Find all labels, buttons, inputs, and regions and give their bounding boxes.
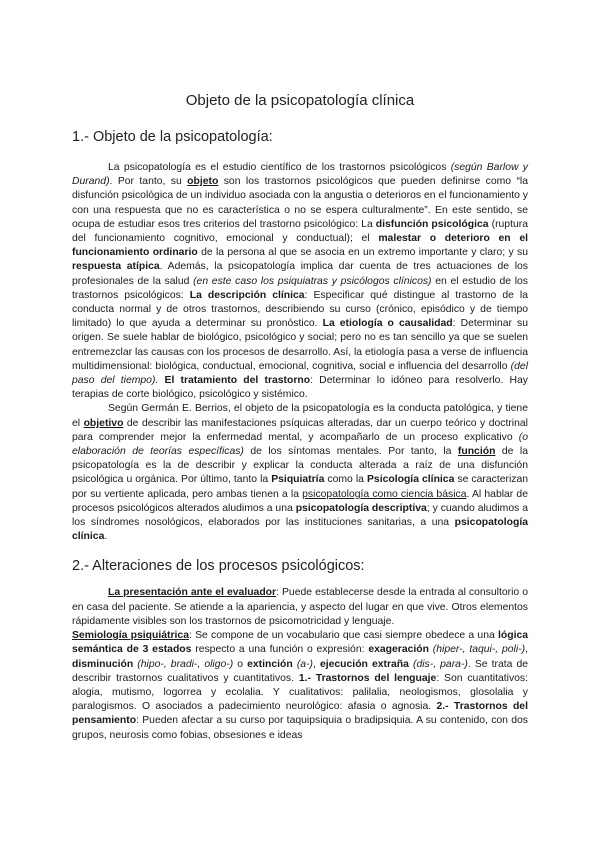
bold-term: La descripción clínica [189,289,305,301]
section-heading-2: 2.- Alteraciones de los procesos psicológicos: [72,558,365,575]
bold-term: disminución [72,658,134,670]
italic-text: (hiper-, taqui-, poli-) [432,644,526,656]
italic-text: (según Barlow y Durand) [72,162,528,188]
paragraph: La presentación ante el evaluador: Puede establecerse desde la entrada al consultorio o en casa del paciente. Se atiende a la apariencia, y aspecto del lugar en que vive. Otros elementos rápidamente visibles son los trastornos de psicomotricidad y lenguaje. [72,587,528,627]
paragraph: La psicopatología es el estudio científico de los trastornos psicológicos (según Barlow y Durand). Por tanto, su objeto son los trastornos psicológicos que pueden definirse como “la disfunción psicológica de un individuo asociada con la angustia o deterioros en el funcionamiento y con una respuesta que no es característica o no se espera culturalmente”. En este sentido, se ocupa de estudiar esos tres criterios del trastorno psicológico: La disfunción psicológica (ruptura del funcionamiento cognitivo, emocional y conductual); el malestar o deterioro en el funcionamiento ordinario de la persona al que se asocia en un extremo importante y claro; y su respuesta atípica. Además, la psicopatología implica dar cuenta de tres actuaciones de los profesionales de la salud (en este caso los psiquiatras y psicólogos clínicos) en el estudio de los trastornos psicológicos: La descripción clínica: Especificar qué distingue al trastorno de la conducta normal y de otros trastornos, describiendo su curso (crónico, episódico y de tiempo limitado) lo que ayuda a determinar su pronóstico. La etiología o causalidad: Determinar su origen. Se suele hablar de biológico, psicológico y social; pero no es tan sencillo ya que se suelen entremezclar las causas con los procesos de desarrollo. Así, la etiología pasa a verse de influencia multidimensional: biológica, conductual, emocional, cognitiva, social e influencia del desarrollo (del paso del tiempo). El tratamiento del trastorno: Determinar lo idóneo para resolverlo. Hay terapias de corte biológico, psicológico y sistémico. [72,162,529,401]
bold-term: ejecución extraña [319,658,409,670]
italic-text: (hipo-, bradi-, oligo-) [137,658,234,670]
italic-text: (dis-, para-) [413,658,468,670]
bold-term: exageración [368,644,429,656]
underlined-term: función [457,446,496,458]
underlined-term: objetivo [83,417,124,429]
bold-term: 1.- Trastornos del lenguaje [298,672,437,684]
bold-term: psicopatología descriptiva [295,502,427,514]
bold-term: 2.- Trastornos del pensamiento [72,701,528,727]
bold-term: malestar o deterioro en el funcionamiento ordinario [72,233,528,259]
bold-term: La etiología o causalidad [322,318,453,330]
paragraph: Según Germán E. Berrios, el objeto de la psicopatología es la conducta patológica, y tiene el objetivo de describir las manifestaciones psíquicas alteradas, dar un cuerpo teórico y doctrinal para comprender mejor la enfermedad mental, y acompañarlo de un proceso explicativo (o elaboración de teorías específicas) de los síntomas mentales. Por tanto, la función de la psicopatología es la de describir y explicar la conducta alterada a raíz de una disfunción psicológica u orgánica. Por último, tanto la Psiquiatría como la Psicología clínica se caracterizan por su vertiente aplicada, pero ambas tienen a la psicopatología como ciencia básica. Al hablar de procesos psicológicos alterados aludimos a una psicopatología descriptiva; y cuando aludimos a los síndromes nosológicos, elaborados por las instituciones sanitarias, a una psicopatología clínica. [72,403,529,543]
paragraph: Semiología psiquiátrica: Se compone de un vocabulario que casi siempre obedece a una lógica semántica de 3 estados respecto a una función o expresión: exageración (hiper-, taqui-, poli-), disminución (hipo-, bradi-, oligo-) o extinción (a-), ejecución extraña (dis-, para-). Se trata de describir trastornos cualitativos y cuantitativos. 1.- Trastornos del lenguaje: Son cuantitativos: alogia, mutismo, logorrea y ecolalia. Y cualitativos: palilalia, neologismos, glosolalia y paralogismos. O asociados a padecimiento neurológico: afasia o agnosia. 2.- Trastornos del pensamiento: Pueden afectar a su curso por taquipsiquia o bradipsiquia. A su contenido, con dos grupos, neurosis como fobias, obsesiones e ideas [72,630,529,741]
bold-term: El tratamiento del trastorno [164,375,311,387]
underlined-term: La presentación ante el evaluador [108,587,277,599]
italic-text: (del paso del tiempo). [72,360,528,387]
bold-term: lógica semántica de 3 estados [72,630,529,656]
bold-term: Psiquiatría [271,474,325,486]
italic-text: (en este caso los psiquiatras y psicólogos clínicos) [193,275,432,287]
bold-term: Psicología clínica [367,474,455,486]
bold-term: psicopatología clínica [72,517,528,543]
bold-term: extinción [247,658,293,670]
section-heading-1: 1.- Objeto de la psicopatología: [72,129,273,145]
italic-text: (o elaboración de teorías específicas) [72,431,528,458]
page-title: Objeto de la psicopatología clínica [185,92,415,109]
underlined-term: objeto [187,176,219,188]
underlined-term: Semiología psiquiátrica [72,630,189,642]
bold-term: respuesta atípica [72,261,160,273]
underlined-term: psicopatología como ciencia básica [302,488,467,500]
bold-term: disfunción psicológica [375,218,489,230]
italic-text: (a-) [296,658,313,670]
